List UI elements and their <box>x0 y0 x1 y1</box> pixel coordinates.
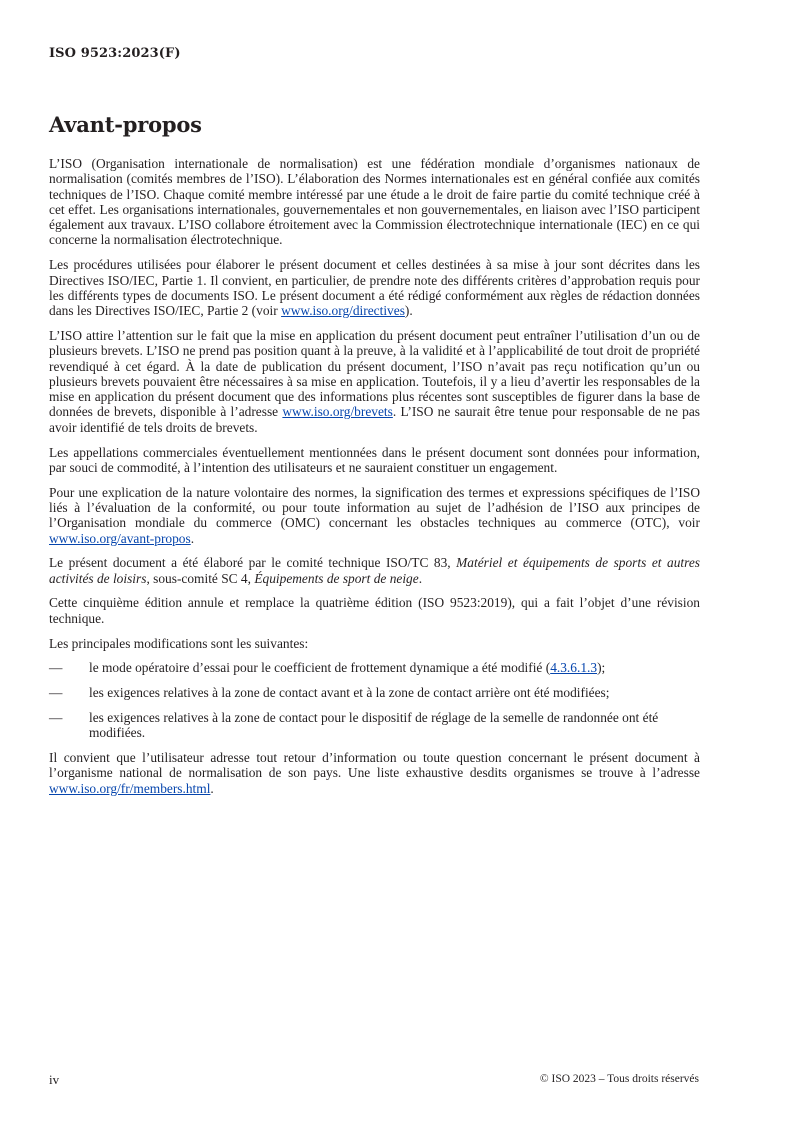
text: Les procédures utilisées pour élaborer le présent document et celles destinées à sa mise à jour sont décrites dans les Directives ISO/IEC, Partie 1. Il convient, en particulier, de prendre note des différents critères d’approbation requis pour les différents types de documents ISO. Le présent document a été rédigé conformément aux règles de rédaction données dans les Directives ISO/IEC, Partie 2 (voir <box>49 257 700 319</box>
subcommittee-title: Équipements de sport de neige <box>254 570 419 586</box>
link-members[interactable]: www.iso.org/fr/members.html <box>49 780 211 796</box>
dash-bullet: — <box>49 709 63 725</box>
changes-list <box>49 660 700 740</box>
list-item <box>49 660 700 675</box>
paragraph-feedback <box>49 750 700 796</box>
text: Il convient que l’utilisateur adresse tout retour d’information ou toute question concernant le présent document à l’organisme national de normalisation de son pays. Une liste exhaustive desdits organismes se trouve à l’adresse <box>49 750 700 781</box>
paragraph-patents <box>49 328 700 435</box>
list-item <box>49 710 700 741</box>
link-directives[interactable]: www.iso.org/directives <box>281 303 405 319</box>
paragraph-committee <box>49 555 700 586</box>
text: , sous-comité SC 4, <box>146 570 255 586</box>
link-clause-4-3-6-1-3[interactable]: 4.3.6.1.3 <box>550 660 598 676</box>
page-title: Avant-propos <box>49 112 202 137</box>
text: le mode opératoire d’essai pour le coefficient de frottement dynamique a été modifié ( <box>89 660 551 676</box>
copyright-notice: © ISO 2023 – Tous droits réservés <box>539 1073 699 1085</box>
text: . <box>190 530 195 546</box>
text: . L’ISO ne saurait être tenue pour responsable de ne pas avoir identifié de tels droits de brevets. <box>49 404 700 435</box>
link-brevets[interactable]: www.iso.org/brevets <box>282 404 393 420</box>
dash-bullet: — <box>49 660 63 676</box>
document-id-header: ISO 9523:2023(F) <box>49 46 181 61</box>
text: Le présent document a été élaboré par le comité technique ISO/TC 83, <box>49 555 457 571</box>
paragraph-iso-organisation: L’ISO (Organisation internationale de normalisation) est une fédération mondiale d’organismes nationaux de normalisation (comités membres de l’ISO). L’élaboration des Normes internationales est en général confiée aux comités techniques de l’ISO. Chaque comité membre intéressé par une étude a le droit de faire partie du comité technique créé à cet effet. Les organisations internationales, gouvernementales et non gouvernementales, en liaison avec l’ISO participent également aux travaux. L’ISO collabore étroitement avec la Commission électrotechnique internationale (IEC) en ce qui concerne la normalisation électrotechnique. <box>49 156 700 248</box>
foreword-body <box>49 156 700 805</box>
text: Pour une explication de la nature volontaire des normes, la signification des termes et expressions spécifiques de l’ISO liés à l’évaluation de la conformité, ou pour toute information au sujet de l’adhésion de l’ISO aux principes de l’Organisation mondiale du commerce (OMC) concernant les obstacles techniques au commerce (OTC), voir <box>49 484 700 531</box>
paragraph-voluntary-nature <box>49 485 700 546</box>
text: ). <box>404 303 413 319</box>
page-number: iv <box>49 1072 60 1087</box>
text: ); <box>597 660 606 676</box>
text: les exigences relatives à la zone de contact avant et à la zone de contact arrière ont été modifiées; <box>89 685 610 701</box>
paragraph-procedures <box>49 257 700 318</box>
text: . <box>210 780 214 796</box>
link-avant-propos[interactable]: www.iso.org/avant-propos <box>49 530 191 546</box>
paragraph-trade-names: Les appellations commerciales éventuellement mentionnées dans le présent document sont données pour information, par souci de commodité, à l’intention des utilisateurs et ne sauraient constituer un engagement. <box>49 444 700 475</box>
committee-title: Matériel et équipements de sports et autres activités de loisirs <box>49 555 700 586</box>
paragraph-changes-intro: Les principales modifications sont les suivantes: <box>49 635 309 651</box>
text: L’ISO attire l’attention sur le fait que la mise en application du présent document peut entraîner l’utilisation d’un ou de plusieurs brevets. L’ISO ne prend pas position quant à la preuve, à la validité et à l’applicabilité de tout droit de propriété revendiqué à cet égard. À la date de publication du présent document, l’ISO n’avait pas reçu notification qu’un ou plusieurs brevets pouvaient être nécessaires à sa mise en application. Toutefois, il y a lieu d’avertir les responsables de la mise en application du présent document que des informations plus récentes sont susceptibles de figurer dans la base de données de brevets, disponible à l’adresse <box>49 327 700 420</box>
paragraph-edition: Cette cinquième édition annule et remplace la quatrième édition (ISO 9523:2019), qui a fait l’objet d’une révision technique. <box>49 595 700 626</box>
list-item <box>49 685 700 700</box>
text: . <box>418 570 423 586</box>
text: les exigences relatives à la zone de contact pour le dispositif de réglage de la semelle de randonnée ont été modifiées. <box>89 709 659 741</box>
dash-bullet: — <box>49 685 63 701</box>
